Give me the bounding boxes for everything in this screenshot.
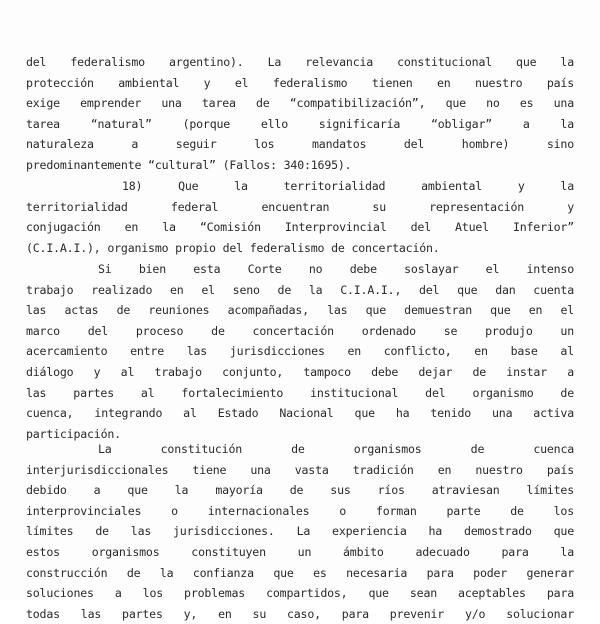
paragraph-line: las partes al fortalecimiento institucional del organismo de — [26, 385, 574, 400]
paragraph-line: del federalismo argentino). La relevancia constitucional que la — [26, 55, 574, 69]
paragraph-line: estos organismos constituyen un ámbito adecuado para la — [26, 544, 574, 559]
paragraph-line: interprovinciales o internacionales o forman parte de los — [26, 503, 574, 518]
paragraph-line: trabajo realizado en el seno de la C.I.A.I., del que dan cuenta — [26, 282, 574, 297]
paragraph-line: debido a que la mayoría de sus ríos atraviesan límites — [26, 483, 574, 498]
paragraph-line: acercamiento entre las jurisdicciones en conflicto, en base al — [26, 344, 574, 359]
paragraph-line: las actas de reuniones acompañadas, las que demuestran que en el — [26, 303, 574, 318]
paragraph-line: todas las partes y, en su caso, para prevenir y/o solucionar — [26, 606, 574, 621]
paragraph-line: protección ambiental y el federalismo tienen en nuestro país — [26, 75, 574, 90]
paragraph-corte — [26, 259, 574, 444]
paragraph-line: cuenca, integrando al Estado Nacional que ha tenido una activa — [26, 406, 574, 421]
paragraph-line: marco del proceso de concertación ordenado se produjo un — [26, 323, 574, 338]
paragraph-line: límites de las jurisdicciones. La experiencia ha demostrado que — [26, 524, 574, 539]
paragraph-line: (C.I.A.I.), organismo propio del federalismo de concertación. — [26, 240, 440, 255]
paragraph-line: La constitución de organismos de cuenca — [98, 442, 574, 456]
paragraph-line: diálogo y al trabajo conjunto, tampoco debe dejar de instar a — [26, 364, 574, 379]
paragraph-line: exige emprender una tarea de “compatibilización”, que no es una — [26, 96, 574, 111]
paragraph-line: 18) Que la territorialidad ambiental y la — [122, 179, 574, 193]
paragraph-line: Si bien esta Corte no debe soslayar el intenso — [98, 262, 574, 276]
paragraph-organismos — [26, 439, 574, 624]
paragraph-line: territorialidad federal encuentran su representación y — [26, 199, 574, 214]
paragraph-federalismo — [26, 52, 574, 176]
paragraph-line: tarea “natural” (porque ello significaría “obligar” a la — [26, 116, 574, 131]
paragraph-18 — [26, 176, 574, 258]
paragraph-line: construcción de la confianza que es necesaria para poder generar — [26, 565, 574, 580]
paragraph-line: predominantemente “cultural” (Fallos: 340:1695). — [26, 157, 352, 172]
paragraph-line: soluciones a los problemas compartidos, que sean aceptables para — [26, 586, 574, 601]
paragraph-line: interjurisdiccionales tiene una vasta tradición en nuestro país — [26, 462, 574, 477]
paragraph-line: naturaleza a seguir los mandatos del hombre) sino — [26, 137, 574, 152]
paragraph-line: conjugación en la “Comisión Interprovincial del Atuel Inferior” — [26, 220, 574, 235]
paragraph-line: participación. — [26, 426, 121, 441]
